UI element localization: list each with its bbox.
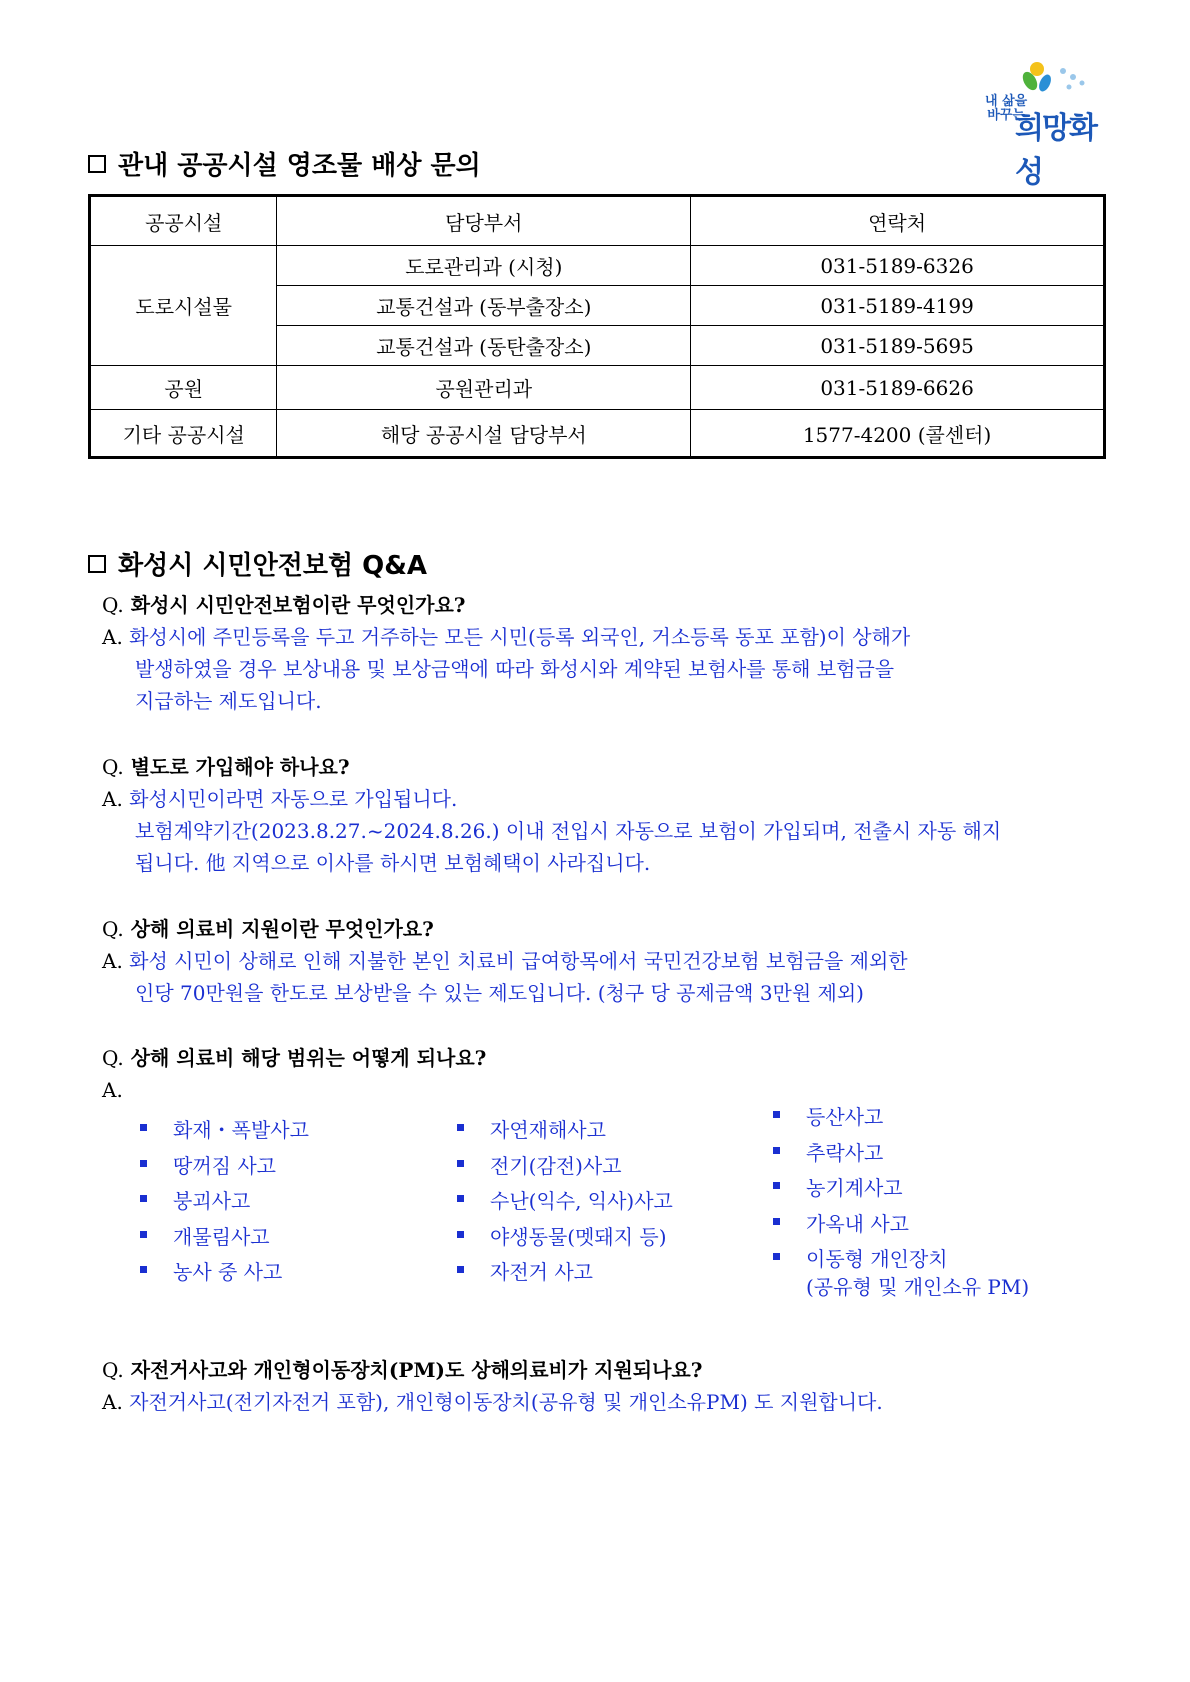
question-text: 상해 의료비 지원이란 무엇인가요? xyxy=(130,917,434,941)
q-label: Q. xyxy=(102,1358,124,1382)
q-label: Q. xyxy=(102,1046,124,1070)
square-bullet-icon xyxy=(140,1160,147,1167)
qa-item-1 xyxy=(102,589,910,717)
square-bullet-icon xyxy=(457,1124,464,1131)
list-item: 등산사고 xyxy=(773,1101,1029,1137)
square-bullet-icon xyxy=(457,1266,464,1273)
answer-line: 화성시에 주민등록을 두고 거주하는 모든 시민(등록 외국인, 거소등록 동포 포함)이 상해가 xyxy=(129,625,911,649)
a-label: A. xyxy=(102,787,123,811)
section2-title xyxy=(88,545,427,582)
square-bullet-icon xyxy=(457,1195,464,1202)
dept-cell: 교통건설과 (동부출장소) xyxy=(277,286,691,326)
list-item: 화재・폭발사고 xyxy=(140,1114,309,1150)
city-logo xyxy=(985,55,1105,190)
list-item: 수난(익수, 익사)사고 xyxy=(457,1185,673,1221)
square-bullet-icon xyxy=(140,1124,147,1131)
logo-slogan-line1: 내 삶을 xyxy=(985,94,1028,109)
list-item: 땅꺼짐 사고 xyxy=(140,1150,309,1186)
question-text: 상해 의료비 해당 범위는 어떻게 되나요? xyxy=(130,1046,487,1070)
question xyxy=(102,589,910,621)
square-bullet-icon xyxy=(773,1111,780,1118)
answer-line: 보험계약기간(2023.8.27.~2024.8.26.) 이내 전입시 자동으로 보험이 가입되며, 전출시 자동 해지 xyxy=(135,819,1002,843)
list-item: 전기(감전)사고 xyxy=(457,1150,673,1186)
answer xyxy=(102,621,910,653)
answer-line: 화성시민이라면 자동으로 가입됩니다. xyxy=(129,787,458,811)
question-text: 별도로 가입해야 하나요? xyxy=(130,755,350,779)
q-label: Q. xyxy=(102,755,124,779)
facility-cell: 도로시설물 xyxy=(90,246,277,366)
table-header-row xyxy=(90,196,1105,246)
contact-cell: 031-5189-4199 xyxy=(691,286,1105,326)
list-item: 자전거 사고 xyxy=(457,1256,673,1292)
list-item-continuation: (공유형 및 개인소유 PM) xyxy=(806,1274,1030,1299)
square-bullet-icon xyxy=(773,1253,780,1260)
answer-line: 화성 시민이 상해로 인해 지불한 본인 치료비 급여항목에서 국민건강보험 보험금을 제외한 xyxy=(129,949,908,973)
table-row xyxy=(90,410,1105,458)
a-label: A. xyxy=(102,625,123,649)
question-text: 화성시 시민안전보험이란 무엇인가요? xyxy=(130,593,466,617)
checkbox-square-icon xyxy=(88,155,106,173)
qa-item-3 xyxy=(102,913,908,1009)
facility-cell: 기타 공공시설 xyxy=(90,410,277,458)
square-bullet-icon xyxy=(773,1218,780,1225)
dept-cell: 도로관리과 (시청) xyxy=(277,246,691,286)
list-item: 추락사고 xyxy=(773,1137,1029,1173)
question-text: 자전거사고와 개인형이동장치(PM)도 상해의료비가 지원되나요? xyxy=(130,1358,703,1382)
answer xyxy=(102,945,908,977)
square-bullet-icon xyxy=(457,1160,464,1167)
square-bullet-icon xyxy=(457,1231,464,1238)
bullet-list-col3 xyxy=(773,1101,1029,1300)
bullet-list-col1 xyxy=(140,1114,309,1292)
contact-cell: 031-5189-5695 xyxy=(691,326,1105,366)
contact-table xyxy=(88,194,1106,459)
table-header-cell: 연락처 xyxy=(691,196,1105,246)
bullet-list-col2 xyxy=(457,1114,673,1292)
question xyxy=(102,913,908,945)
table-row xyxy=(90,246,1105,286)
facility-cell: 공원 xyxy=(90,366,277,410)
qa-item-4 xyxy=(102,1042,486,1106)
answer-line: 인당 70만원을 한도로 보상받을 수 있는 제도입니다. (청구 당 공제금액 3만원 제외) xyxy=(135,981,864,1005)
square-bullet-icon xyxy=(140,1231,147,1238)
answer-line: 발생하였을 경우 보상내용 및 보상금액에 따라 화성시와 계약된 보험사를 통해 보험금을 xyxy=(135,657,895,681)
answer-line: 됩니다. 他 지역으로 이사를 하시면 보험혜택이 사라집니다. xyxy=(135,851,651,875)
square-bullet-icon xyxy=(773,1147,780,1154)
list-item: 가옥내 사고 xyxy=(773,1208,1029,1244)
square-bullet-icon xyxy=(140,1266,147,1273)
answer-line: 지급하는 제도입니다. xyxy=(135,689,322,713)
answer xyxy=(102,783,1001,815)
list-item: 붕괴사고 xyxy=(140,1185,309,1221)
logo-brand: 희망화성 xyxy=(1015,111,1096,190)
answer xyxy=(102,1386,883,1418)
square-bullet-icon xyxy=(140,1195,147,1202)
answer xyxy=(102,1074,486,1106)
question xyxy=(102,1042,486,1074)
table-row xyxy=(90,366,1105,410)
dept-cell: 해당 공공시설 담당부서 xyxy=(277,410,691,458)
logo-slogan-line2: 바꾸는 xyxy=(987,108,1025,123)
qa-item-2 xyxy=(102,751,1001,879)
q-label: Q. xyxy=(102,593,124,617)
a-label: A. xyxy=(102,1390,123,1414)
dept-cell: 공원관리과 xyxy=(277,366,691,410)
list-item: 자연재해사고 xyxy=(457,1114,673,1150)
contact-cell: 031-5189-6326 xyxy=(691,246,1105,286)
list-item: 농사 중 사고 xyxy=(140,1256,309,1292)
list-item: 야생동물(멧돼지 등) xyxy=(457,1221,673,1257)
a-label: A. xyxy=(102,949,123,973)
q-label: Q. xyxy=(102,917,124,941)
list-item: 개물림사고 xyxy=(140,1221,309,1257)
question xyxy=(102,1354,883,1386)
table-header-cell: 공공시설 xyxy=(90,196,277,246)
dept-cell: 교통건설과 (동탄출장소) xyxy=(277,326,691,366)
list-item: 이동형 개인장치 xyxy=(773,1243,1029,1279)
checkbox-square-icon xyxy=(88,555,106,573)
contact-cell: 1577-4200 (콜센터) xyxy=(691,410,1105,458)
a-label: A. xyxy=(102,1078,123,1102)
answer-line: 자전거사고(전기자전거 포함), 개인형이동장치(공유형 및 개인소유PM) 도 지원합니다. xyxy=(129,1390,883,1414)
question xyxy=(102,751,1001,783)
contact-cell: 031-5189-6626 xyxy=(691,366,1105,410)
section1-title xyxy=(88,145,481,182)
qa-item-5 xyxy=(102,1354,883,1418)
section2-title-text: 화성시 시민안전보험 Q&A xyxy=(118,551,428,581)
square-bullet-icon xyxy=(773,1182,780,1189)
table-header-cell: 담당부서 xyxy=(277,196,691,246)
list-item: 농기계사고 xyxy=(773,1172,1029,1208)
section1-title-text: 관내 공공시설 영조물 배상 문의 xyxy=(118,151,481,181)
